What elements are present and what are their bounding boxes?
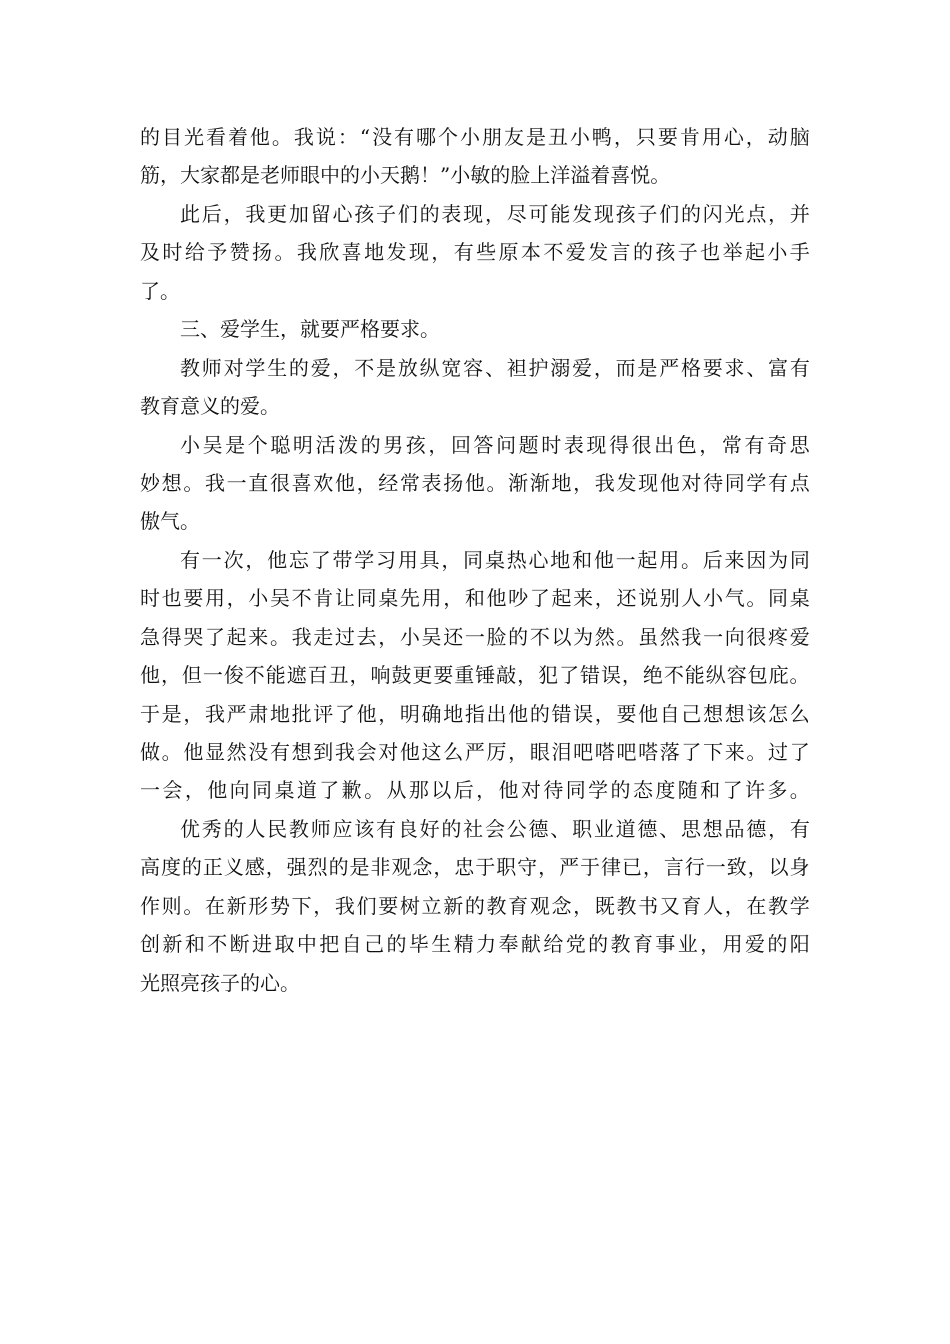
text-line: 做 。 他 显 然 没 有 想 到 我 会 对 他 这 么 严 厉 ， 眼 泪 吧 嗒 吧 嗒 落 了 下 来 。 过 了	[140, 740, 810, 764]
text-line: 高 度 的 正 义 感 ， 强 烈 的 是 非 观 念 ， 忠 于 职 守 ， 严 于 律 已 ， 言 行 一 致 ， 以 身	[140, 855, 810, 880]
text-line: 妙 想 。 我 一 直 很 喜 欢 他 ， 经 常 表 扬 他 。 渐 渐 地 ， 我 发 现 他 对 待 同 学 有 点	[140, 470, 810, 495]
text-line: 时 也 要 用 ， 小 吴 不 肯 让 同 桌 先 用 ， 和 他 吵 了 起 来 ， 还 说 别 人 小 气 。 同 桌	[140, 586, 810, 611]
text-line: 他 ， 但 一 俊 不 能 遮 百 丑 ， 响 鼓 更 要 重 锤 敲 ， 犯 了 错 误 ， 绝 不 能 纵 容 包 庇 。	[140, 663, 810, 688]
text-line: 急 得 哭 了 起 来 。 我 走 过 去 ， 小 吴 还 一 脸 的 不 以 为 然 。 虽 然 我 一 向 很 疼 爱	[140, 624, 810, 649]
text-line: 有 一 次 ， 他 忘 了 带 学 习 用 具 ， 同 桌 热 心 地 和 他 一 起 用 。 后 来 因 为 同	[180, 547, 810, 572]
text-line: 作 则 。 在 新 形 势 下 ， 我 们 要 树 立 新 的 教 育 观 念 ， 既 教 书 又 育 人 ， 在 教 学	[140, 893, 810, 918]
text-line: 教育意义的爱。	[140, 394, 280, 419]
text-line: 光照亮孩子的心。	[140, 970, 300, 995]
text-line: 于 是 ， 我 严 肃 地 批 评 了 他 ， 明 确 地 指 出 他 的 错 误 ， 要 他 自 己 想 想 该 怎 么	[140, 701, 810, 726]
text-line: 小 吴 是 个 聪 明 活 泼 的 男 孩 ， 回 答 问 题 时 表 现 得 很 出 色 ， 常 有 奇 思	[180, 432, 810, 457]
text-line: 一 会 ， 他 向 同 桌 道 了 歉 。 从 那 以 后 ， 他 对 待 同 学 的 态 度 随 和 了 许 多 。	[140, 778, 810, 803]
text-line: 创 新 和 不 断 进 取 中 把 自 己 的 毕 生 精 力 奉 献 给 党 的 教 育 事 业 ， 用 爱 的 阳	[140, 932, 810, 957]
text-line: 筋，大家都是老师眼中的小天鹅！”小敏的脸上洋溢着喜悦。	[140, 163, 671, 188]
section-heading: 三、爱学生，就要严格要求。	[180, 317, 440, 342]
text-line: 了。	[140, 278, 180, 303]
text-line: 优 秀 的 人 民 教 师 应 该 有 良 好 的 社 会 公 德 、 职 业 道 德 、 思 想 品 德 ， 有	[180, 816, 810, 841]
text-line: 及 时 给 予 赞 扬 。 我 欣 喜 地 发 现 ， 有 些 原 本 不 爱 发 言 的 孩 子 也 举 起 小 手	[140, 240, 810, 265]
text-line: 的 目 光 看 着 他 。 我 说 ： “ 没 有 哪 个 小 朋 友 是 丑 小 鸭 ， 只 要 肯 用 心 ， 动 脑	[140, 125, 810, 149]
text-line: 教 师 对 学 生 的 爱 ， 不 是 放 纵 宽 容 、 袒 护 溺 爱 ， 而 是 严 格 要 求 、 富 有	[180, 355, 810, 380]
text-line: 此 后 ， 我 更 加 留 心 孩 子 们 的 表 现 ， 尽 可 能 发 现 孩 子 们 的 闪 光 点 ， 并	[180, 201, 810, 226]
text-line: 傲气。	[140, 509, 200, 534]
body-text	[140, 118, 810, 1002]
